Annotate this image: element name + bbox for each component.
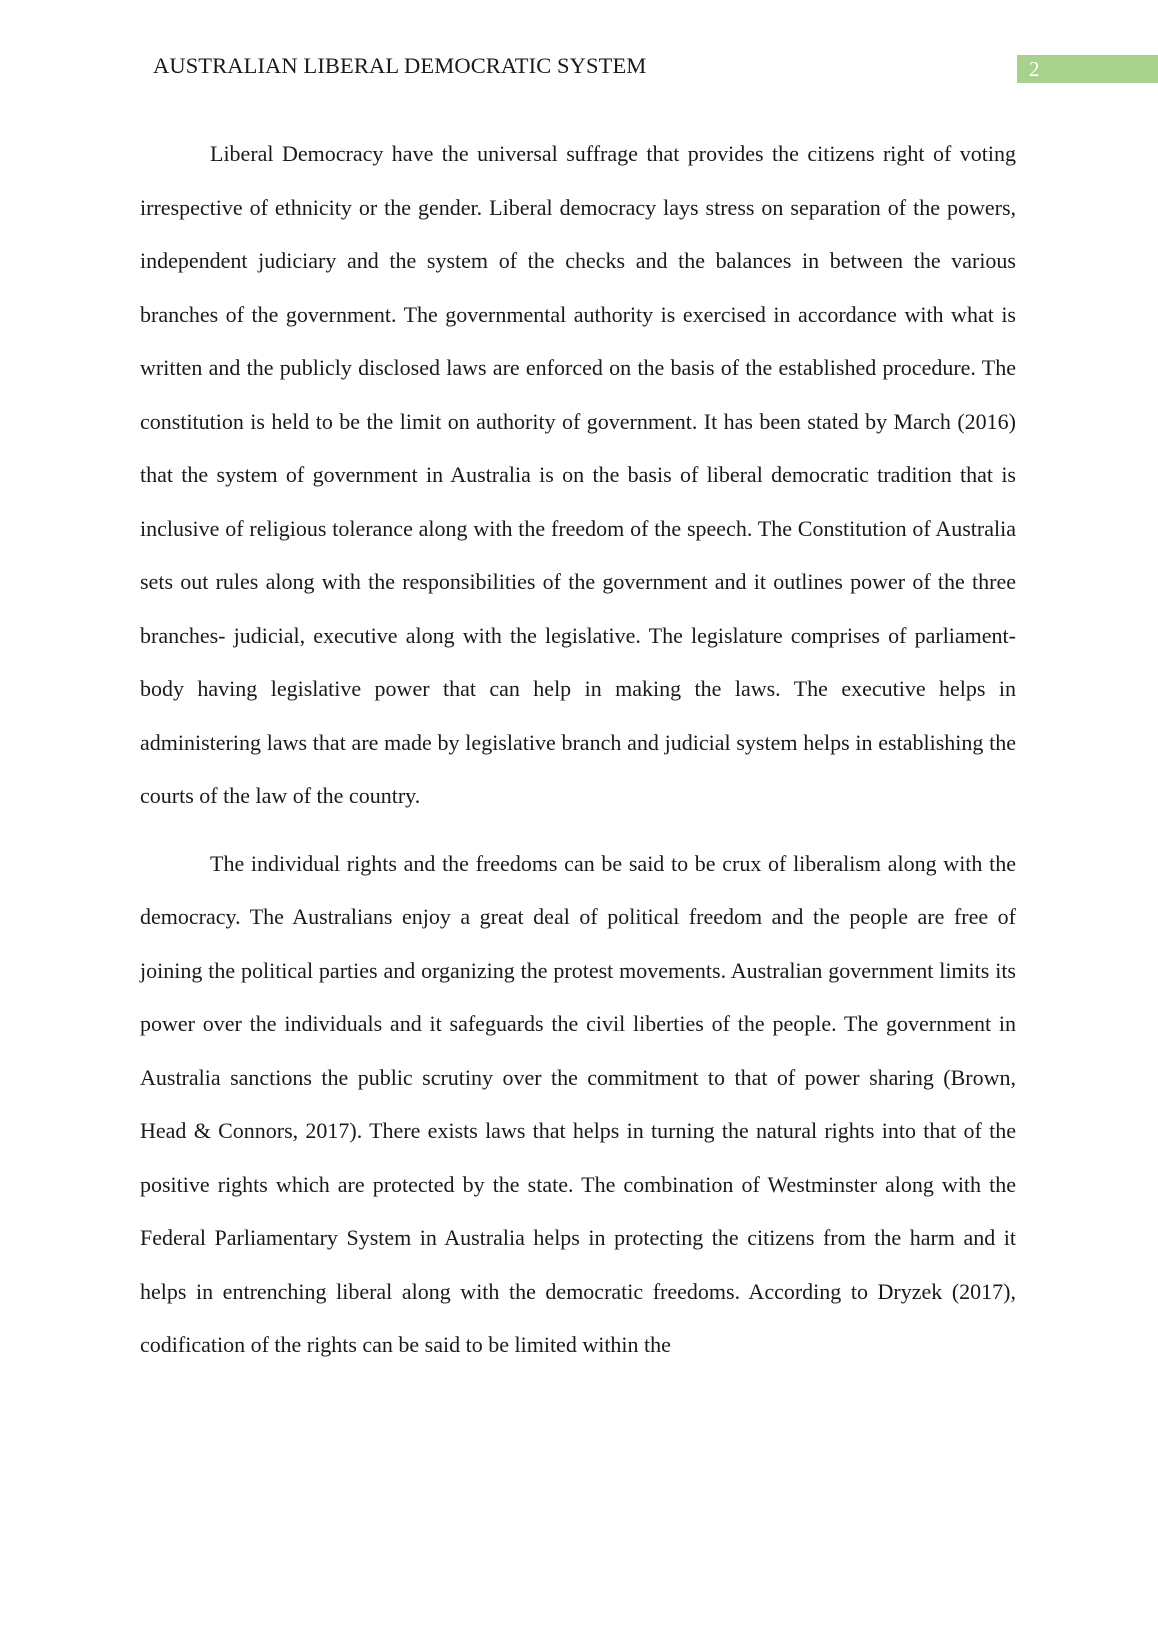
page-number-badge: 2 xyxy=(1017,55,1158,83)
body-text xyxy=(140,127,1016,1372)
paragraph-individual-rights: The individual rights and the freedoms can be said to be crux of liberalism along with the democracy. The Australians enjoy a great deal of political freedom and the people are free of joining the political parties and organizing the protest movements. Australian government limits its power over the individuals and it safeguards the civil liberties of the people. The government in Australia sanctions the public scrutiny over the commitment to that of power sharing (Brown, Head & Connors, 2017). There exists laws that helps in turning the natural rights into that of the positive rights which are protected by the state. The combination of Westminster along with the Federal Parliamentary System in Australia helps in protecting the citizens from the harm and it helps in entrenching liberal along with the democratic freedoms. According to Dryzek (2017), codification of the rights can be said to be limited within the xyxy=(140,850,1016,1357)
paragraph-liberal-democracy: Liberal Democracy have the universal suffrage that provides the citizens right of voting irrespective of ethnicity or the gender. Liberal democracy lays stress on separation of the powers, independent judiciary and the system of the checks and the balances in between the various branches of the government. The governmental authority is exercised in accordance with what is written and the publicly disclosed laws are enforced on the basis of the established procedure. The constitution is held to be the limit on authority of government. It has been stated by March (2016) that the system of government in Australia is on the basis of liberal democratic tradition that is inclusive of religious tolerance along with the freedom of the speech. The Constitution of Australia sets out rules along with the responsibilities of the government and it outlines power of the three branches- judicial, executive along with the legislative. The legislature comprises of parliament- body having legislative power that can help in making the laws. The executive helps in administering laws that are made by legislative branch and judicial system helps in establishing the courts of the law of the country. xyxy=(140,141,1016,808)
running-head-title: AUSTRALIAN LIBERAL DEMOCRATIC SYSTEM xyxy=(153,53,647,78)
